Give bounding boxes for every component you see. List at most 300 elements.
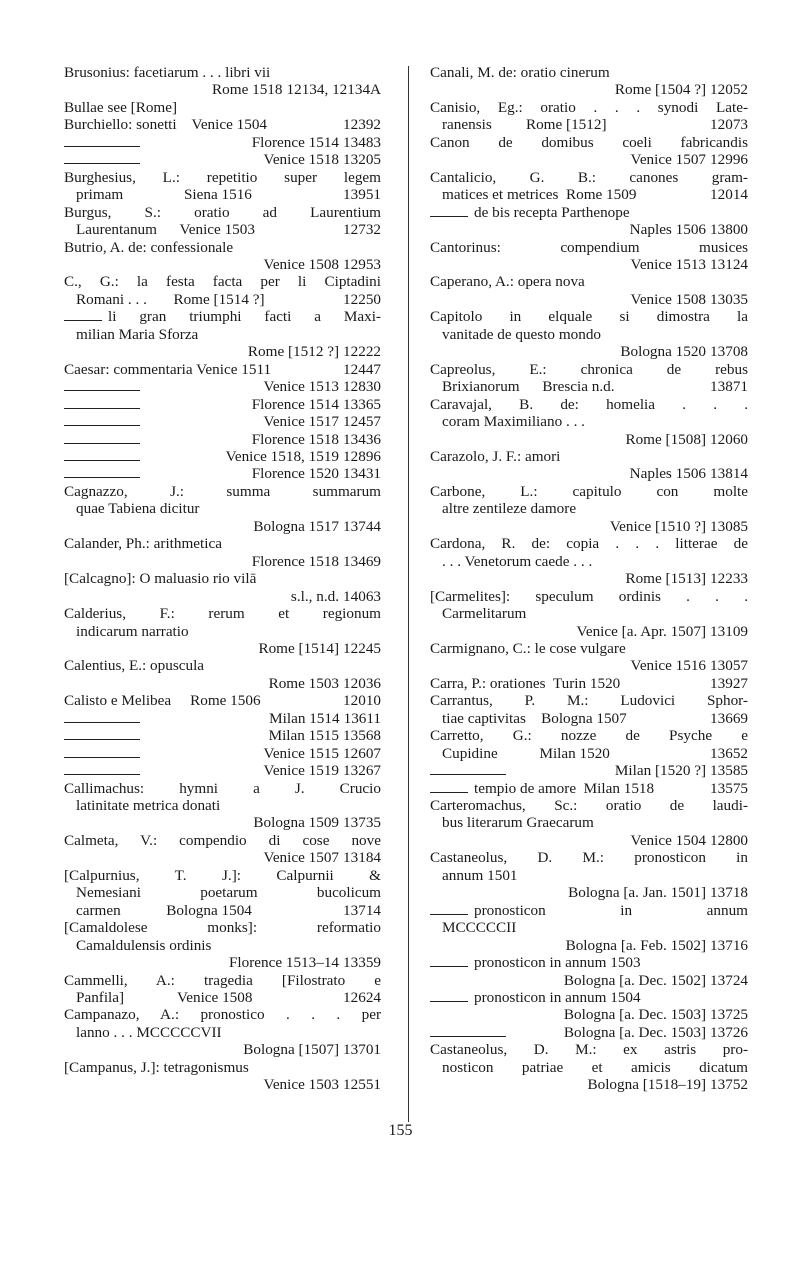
entry-text: Florence 1514	[251, 133, 340, 151]
entry-text: Venice 1513	[263, 378, 340, 396]
entry-text: Carmignano, C.: le cose vulgare	[430, 639, 626, 657]
entry-number: 13085	[710, 517, 748, 535]
entry-line	[430, 483, 748, 500]
entry-text: annum 1501	[442, 866, 518, 884]
entry-number: 12052	[710, 81, 748, 99]
entry-number: 13701	[343, 1041, 381, 1059]
entry-line	[430, 745, 748, 762]
entry-number: 12447	[343, 360, 381, 378]
entry-number: 13752	[710, 1076, 748, 1094]
ditto-dash	[430, 774, 506, 775]
entry-number: 14063	[343, 587, 381, 605]
ditto-dash	[64, 146, 140, 147]
ditto-dash	[64, 390, 140, 391]
entry-line	[64, 483, 381, 500]
entry-text: Venice 1519	[263, 762, 340, 780]
entry-line	[430, 361, 748, 378]
index-entry	[64, 465, 381, 482]
entry-number: 13568	[343, 727, 381, 745]
index-entry	[430, 675, 748, 692]
entry-line	[64, 151, 381, 168]
entry-text: Florence 1518	[251, 430, 340, 448]
ditto-dash	[430, 792, 468, 793]
entry-line	[430, 675, 748, 692]
entry-text: milian Maria Sforza	[76, 325, 199, 343]
entry-text: Cupidine Milan 1520	[442, 744, 610, 762]
entry-line	[430, 273, 748, 290]
entry-text: Campanazo, A.: pronostico . . . per	[64, 1006, 381, 1024]
entry-text: lanno . . . MCCCCCVII	[76, 1023, 222, 1041]
entry-text: Cagnazzo, J.: summa summarum	[64, 482, 381, 500]
entry-text: [Carmelites]: speculum ordinis . . .	[430, 587, 748, 605]
entry-line	[64, 727, 381, 744]
entry-line	[64, 954, 381, 971]
ditto-dash	[64, 774, 140, 775]
entry-line	[64, 396, 381, 413]
entry-number: 12624	[343, 989, 381, 1007]
entry-number: 12392	[343, 116, 381, 134]
entry-text: Caperano, A.: opera nova	[430, 273, 585, 291]
entry-text: vanitade de questo mondo	[442, 325, 602, 343]
entry-number: 13800	[710, 221, 748, 239]
entry-number: 13735	[343, 814, 381, 832]
entry-text: [Calcagno]: O maluasio rio vilā	[64, 570, 257, 588]
index-entry	[430, 204, 748, 239]
index-entry	[64, 535, 381, 570]
entry-text: Calander, Ph.: arithmetica	[64, 535, 222, 553]
entry-line	[430, 588, 748, 605]
entry-line	[64, 588, 381, 605]
entry-line	[430, 169, 748, 186]
entry-line	[64, 291, 381, 308]
entry-number: 13814	[710, 465, 748, 483]
entry-line	[64, 989, 381, 1006]
index-entry	[64, 692, 381, 709]
entry-number: 13708	[710, 343, 748, 361]
entry-line	[64, 99, 381, 116]
ditto-dash	[430, 1001, 468, 1002]
entry-line	[64, 343, 381, 360]
entry-text: Naples 1506	[629, 465, 707, 483]
entry-line	[64, 675, 381, 692]
entry-text: Venice 1517	[263, 413, 340, 431]
entry-number: 13359	[343, 954, 381, 972]
entry-line	[64, 169, 381, 186]
entry-number: 13184	[343, 849, 381, 867]
index-entry	[64, 745, 381, 762]
entry-line	[64, 326, 381, 343]
entry-text: Bologna 1517	[253, 517, 340, 535]
entry-text: Venice 1508	[263, 255, 340, 273]
entry-text: quae Tabiena dicitur	[76, 500, 200, 518]
index-entry	[64, 273, 381, 308]
entry-line	[64, 867, 381, 884]
entry-text: Brusonius: facetiarum . . . libri vii	[64, 64, 271, 81]
index-entry	[430, 483, 748, 535]
index-entry	[64, 116, 381, 133]
entry-text: Capreolus, E.: chronica de rebus	[430, 360, 748, 378]
index-entry	[64, 151, 381, 168]
index-entry	[64, 605, 381, 657]
entry-line	[430, 919, 748, 936]
entry-line	[430, 884, 748, 901]
index-entry	[64, 762, 381, 779]
entry-line	[64, 849, 381, 866]
entry-number: 13035	[710, 290, 748, 308]
entry-line	[64, 884, 381, 901]
entry-line	[64, 413, 381, 430]
index-entry	[64, 483, 381, 535]
entry-line	[64, 1076, 381, 1093]
entry-text: Bologna 1520	[620, 343, 707, 361]
entry-number: 13124	[710, 255, 748, 273]
ditto-dash	[64, 320, 102, 321]
entry-text: Milan [1520 ?]	[614, 762, 707, 780]
index-entry	[430, 535, 748, 587]
entry-text: MCCCCCII	[442, 919, 517, 937]
entry-line	[64, 797, 381, 814]
ditto-dash	[430, 966, 468, 967]
entry-text: s.l., n.d.	[290, 587, 340, 605]
entry-line	[64, 710, 381, 727]
entry-number: 12010	[343, 692, 381, 710]
index-entry	[430, 134, 748, 169]
index-entry	[430, 640, 748, 675]
index-entry	[430, 1041, 748, 1093]
entry-line	[430, 134, 748, 151]
entry-text: Venice 1518	[263, 151, 340, 169]
entry-text: de bis recepta Parthenope	[474, 203, 630, 221]
entry-number: 13669	[710, 709, 748, 727]
index-entry	[64, 657, 381, 692]
index-entry	[64, 239, 381, 274]
entry-text: Burgus, S.: oratio ad Laurentium	[64, 203, 381, 221]
entry-text: Venice 1516	[630, 657, 707, 675]
entry-text: Florence 1520	[251, 465, 340, 483]
index-entry	[64, 919, 381, 971]
entry-text: C., G.: la festa facta per li Ciptadini	[64, 273, 381, 291]
entry-line	[64, 431, 381, 448]
entry-line	[430, 291, 748, 308]
entry-text: bus literarum Graecarum	[442, 814, 594, 832]
page-number: 155	[388, 1122, 413, 1139]
ditto-dash	[64, 757, 140, 758]
column-divider	[408, 66, 409, 1122]
entry-line	[430, 937, 748, 954]
entry-text: Bologna [a. Feb. 1502]	[565, 936, 707, 954]
entry-text: Burghesius, L.: repetitio super legem	[64, 168, 381, 186]
index-entry	[430, 239, 748, 274]
entry-text: carmen Bologna 1504	[76, 901, 252, 919]
entry-number: 13724	[710, 971, 748, 989]
entry-line	[64, 518, 381, 535]
entry-text: Caravajal, B. de: homelia . . .	[430, 395, 748, 413]
ditto-dash	[430, 1036, 506, 1037]
entry-text: Venice 1503	[263, 1076, 340, 1094]
entry-text: tiae captivitas Bologna 1507	[442, 709, 627, 727]
index-entry	[64, 169, 381, 204]
entry-line	[430, 535, 748, 552]
entry-text: coram Maximiliano . . .	[442, 413, 585, 431]
entry-text: Callimachus: hymni a J. Crucio	[64, 779, 381, 797]
entry-text: Rome 1503	[268, 674, 340, 692]
entry-number: 12073	[710, 116, 748, 134]
entry-line	[430, 623, 748, 640]
entry-text: Carmelitarum	[442, 605, 527, 623]
entry-number: 12233	[710, 570, 748, 588]
index-entry	[64, 710, 381, 727]
entry-line	[430, 1059, 748, 1076]
entry-number: 13714	[343, 901, 381, 919]
entry-line	[64, 204, 381, 221]
entry-text: Venice 1513	[630, 255, 707, 273]
entry-line	[430, 780, 748, 797]
entry-line	[430, 727, 748, 744]
entry-text: Canisio, Eg.: oratio . . . synodi Late-	[430, 98, 748, 116]
index-entry	[430, 588, 748, 640]
index-entry	[64, 204, 381, 239]
entry-text: Carteromachus, Sc.: oratio de laudi-	[430, 797, 748, 815]
entry-text: indicarum narratio	[76, 622, 189, 640]
entry-line	[430, 849, 748, 866]
entry-text: [Camaldolese monks]: reformatio	[64, 919, 381, 937]
entry-number: 12732	[343, 221, 381, 239]
index-entry	[64, 308, 381, 360]
entry-text: Calisto e Melibea Rome 1506	[64, 692, 261, 710]
entry-text: Bologna [1507]	[243, 1041, 340, 1059]
entry-line	[430, 1024, 748, 1041]
entry-number: 13611	[343, 709, 381, 727]
index-entry	[64, 972, 381, 1007]
index-entry	[430, 849, 748, 901]
entry-text: tempio de amore Milan 1518	[474, 779, 655, 797]
entry-text: Butrio, A. de: confessionale	[64, 238, 234, 256]
entry-number: 13483	[343, 133, 381, 151]
entry-line	[64, 553, 381, 570]
entry-text: altre zentileze damore	[442, 500, 577, 518]
entry-text: [Campanus, J.]: tetragonismus	[64, 1058, 249, 1076]
entry-line	[430, 500, 748, 517]
index-entry	[430, 762, 748, 779]
entry-line	[430, 431, 748, 448]
entry-text: Bullae see [Rome]	[64, 98, 178, 116]
entry-text: Venice 1504	[630, 831, 707, 849]
entry-line	[430, 413, 748, 430]
entry-text: Calderius, F.: rerum et regionum	[64, 605, 381, 623]
entry-number: 12134, 12134A	[286, 81, 381, 99]
entry-line	[64, 919, 381, 936]
entry-text: Carbone, L.: capitulo con molte	[430, 482, 748, 500]
entry-text: nosticon patriae et amicis dicatum	[442, 1058, 748, 1076]
index-entry	[64, 1059, 381, 1094]
entry-text: Calentius, E.: opuscula	[64, 657, 205, 675]
entry-text: Venice 1508	[630, 290, 707, 308]
entry-number: 13585	[710, 762, 748, 780]
entry-line	[430, 710, 748, 727]
entry-line	[430, 762, 748, 779]
index-entry	[430, 902, 748, 954]
index-entry	[64, 99, 381, 116]
entry-number: 12830	[343, 378, 381, 396]
entry-number: 12996	[710, 151, 748, 169]
entry-text: Venice 1507	[630, 151, 707, 169]
entry-line	[430, 867, 748, 884]
entry-text: Carrantus, P. M.: Ludovici Sphor-	[430, 692, 748, 710]
entry-text: Bologna [a. Dec. 1502]	[563, 971, 707, 989]
index-entry	[430, 954, 748, 989]
entry-text: li gran triumphi facti a Maxi-	[108, 308, 381, 326]
entry-text: Castaneolus, D. M.: ex astris pro-	[430, 1041, 748, 1059]
index-entry	[64, 413, 381, 430]
entry-number: 13205	[343, 151, 381, 169]
entry-line	[430, 343, 748, 360]
entry-text: pronosticon in annum 1504	[474, 989, 641, 1007]
entry-number: 13726	[710, 1023, 748, 1041]
entry-number: 13744	[343, 517, 381, 535]
index-entry	[64, 867, 381, 919]
entry-line	[64, 465, 381, 482]
index-entry	[430, 396, 748, 448]
index-entry	[64, 64, 381, 99]
entry-number: 12060	[710, 430, 748, 448]
ditto-dash	[64, 460, 140, 461]
entry-text: Cammelli, A.: tragedia [Filostrato e	[64, 971, 381, 989]
entry-text: Milan 1514	[269, 709, 340, 727]
entry-line	[430, 448, 748, 465]
entry-number: 12953	[343, 255, 381, 273]
entry-line	[64, 361, 381, 378]
entry-number: 12036	[343, 674, 381, 692]
entry-line	[64, 134, 381, 151]
entry-text: Bologna [a. Dec. 1503]	[563, 1006, 707, 1024]
entry-line	[64, 273, 381, 290]
entry-number: 13267	[343, 762, 381, 780]
entry-line	[430, 832, 748, 849]
entry-number: 12457	[343, 413, 381, 431]
entry-number: 12222	[343, 343, 381, 361]
entry-number: 13652	[710, 744, 748, 762]
entry-line	[64, 116, 381, 133]
index-entry	[430, 989, 748, 1024]
entry-line	[430, 640, 748, 657]
index-entry	[430, 361, 748, 396]
index-entry	[64, 832, 381, 867]
entry-line	[64, 623, 381, 640]
entry-line	[430, 692, 748, 709]
entry-text: Panfila] Venice 1508	[76, 989, 253, 1007]
entry-line	[64, 780, 381, 797]
entry-text: pronosticon in annum	[474, 901, 748, 919]
index-entry	[430, 797, 748, 849]
entry-line	[430, 954, 748, 971]
index-entry	[430, 308, 748, 360]
entry-line	[430, 116, 748, 133]
entry-text: Carra, P.: orationes Turin 1520	[430, 674, 621, 692]
entry-text: ranensis Rome [1512]	[442, 116, 607, 134]
entry-line	[64, 640, 381, 657]
entry-line	[430, 814, 748, 831]
entry-line	[64, 902, 381, 919]
entry-line	[430, 256, 748, 273]
entry-line	[64, 1059, 381, 1076]
entry-number: 13436	[343, 430, 381, 448]
entry-text: Venice [a. Apr. 1507]	[576, 622, 707, 640]
index-entry	[430, 727, 748, 762]
entry-line	[64, 1006, 381, 1023]
index-entry	[430, 273, 748, 308]
entry-line	[430, 308, 748, 325]
entry-text: Florence 1518	[251, 552, 340, 570]
entry-number: 12800	[710, 831, 748, 849]
ditto-dash	[430, 216, 468, 217]
entry-line	[64, 186, 381, 203]
index-entry	[64, 727, 381, 744]
entry-line	[430, 972, 748, 989]
entry-text: Venice 1518, 1519	[225, 447, 340, 465]
entry-text: Calmeta, V.: compendio di cose nove	[64, 831, 381, 849]
ditto-dash	[64, 163, 140, 164]
entry-line	[64, 605, 381, 622]
entry-text: Cantorinus: compendium musices	[430, 238, 748, 256]
index-entry	[64, 570, 381, 605]
entry-line	[64, 239, 381, 256]
entry-text: Brixianorum Brescia n.d.	[442, 378, 615, 396]
entry-line	[64, 308, 381, 325]
index-entry	[64, 134, 381, 151]
entry-line	[64, 1041, 381, 1058]
index-entry	[64, 361, 381, 378]
entry-line	[64, 692, 381, 709]
index-entry	[430, 64, 748, 99]
ditto-dash	[430, 914, 468, 915]
entry-line	[64, 814, 381, 831]
entry-line	[430, 81, 748, 98]
entry-text: Laurentanum Venice 1503	[76, 221, 255, 239]
entry-text: Rome [1508]	[625, 430, 707, 448]
index-entry	[430, 448, 748, 483]
index-entry	[64, 431, 381, 448]
entry-line	[64, 570, 381, 587]
entry-line	[430, 657, 748, 674]
entry-number: 13365	[343, 395, 381, 413]
entry-line	[430, 518, 748, 535]
entry-text: Bologna [a. Dec. 1503]	[563, 1023, 707, 1041]
entry-number: 13951	[343, 186, 381, 204]
entry-number: 13057	[710, 657, 748, 675]
index-entry	[430, 169, 748, 204]
entry-line	[430, 186, 748, 203]
entry-text: Florence 1514	[251, 395, 340, 413]
entry-number: 12245	[343, 639, 381, 657]
ditto-dash	[64, 739, 140, 740]
index-entry	[430, 99, 748, 134]
entry-text: Bologna [1518–19]	[587, 1076, 707, 1094]
entry-line	[64, 500, 381, 517]
entry-text: Rome 1518	[212, 81, 283, 99]
entry-text: Camaldulensis ordinis	[76, 936, 212, 954]
index-entry	[64, 396, 381, 413]
entry-text: Cantalicio, G. B.: canones gram-	[430, 168, 748, 186]
entry-line	[64, 81, 381, 98]
entry-text: matices et metrices Rome 1509	[442, 186, 637, 204]
ditto-dash	[64, 722, 140, 723]
entry-number: 13469	[343, 552, 381, 570]
entry-text: Burchiello: sonetti Venice 1504	[64, 116, 268, 134]
entry-line	[430, 902, 748, 919]
entry-line	[430, 378, 748, 395]
entry-text: Venice 1507	[263, 849, 340, 867]
index-entry	[64, 448, 381, 465]
